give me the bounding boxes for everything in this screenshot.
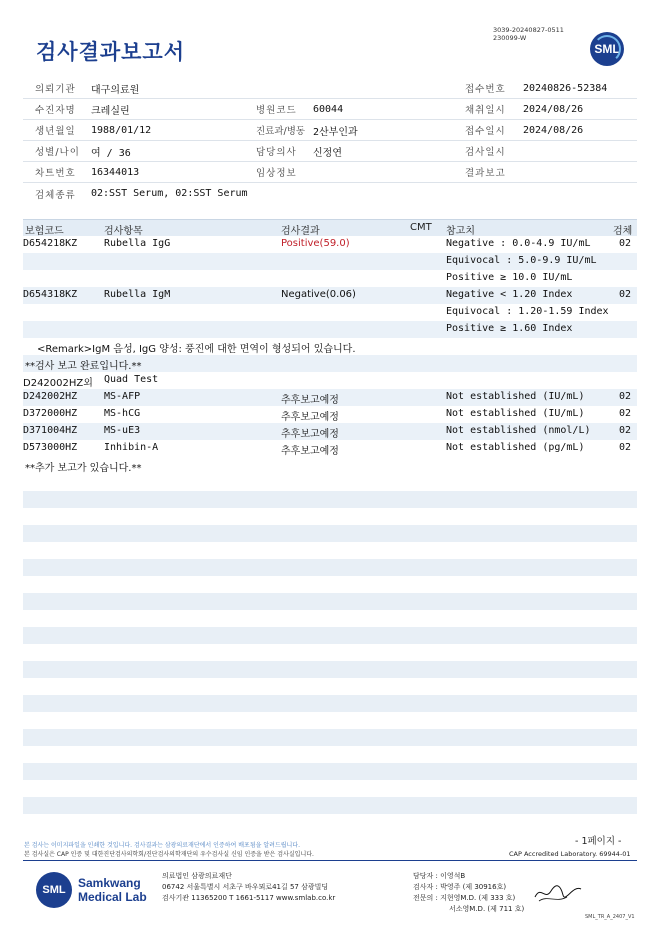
col-cmt: CMT — [410, 222, 432, 233]
result-item: Rubella IgG — [104, 238, 171, 249]
receipt-date-value: 2024/08/26 — [523, 124, 584, 136]
page-number: - 1페이지 - — [575, 836, 622, 847]
report-label: 결과보고 — [465, 168, 506, 179]
empty-row-stripe — [23, 627, 637, 644]
chart-value: 16344013 — [91, 166, 140, 178]
table-row — [23, 287, 637, 304]
document-code: 3039-20240827-0511 230099-W — [493, 26, 564, 42]
patient-info-table — [23, 78, 637, 204]
result-item: MS-uE3 — [104, 425, 141, 436]
patient-label: 수진자명 — [35, 105, 76, 116]
quad-code: D242002HZ외 — [23, 378, 93, 389]
sml-logo: SML — [590, 32, 624, 66]
sex-age-value: 여 / 36 — [91, 147, 131, 159]
table-row — [23, 406, 637, 423]
table-row — [23, 304, 637, 321]
empty-row-stripe — [23, 559, 637, 576]
cap-accreditation: CAP Accredited Laboratory. 69944-01 — [509, 850, 631, 858]
doctor-value: 신정연 — [313, 147, 342, 159]
col-code: 보험코드 — [25, 226, 64, 237]
results-header — [23, 219, 637, 236]
hospital-code-value: 60044 — [313, 103, 344, 115]
result-spec: 02 — [619, 391, 632, 402]
table-row — [23, 389, 637, 406]
table-row — [23, 321, 637, 338]
result-code: D371004HZ — [23, 425, 78, 436]
result-ref: Not established (pg/mL) — [446, 442, 585, 453]
receipt-no-label: 접수번호 — [465, 84, 506, 95]
info-row — [23, 99, 637, 120]
quad-item: Quad Test — [104, 374, 159, 385]
col-item: 검사항목 — [104, 226, 143, 237]
result-value: 추후보고예정 — [281, 412, 339, 423]
signature-image — [533, 881, 583, 905]
collect-date-label: 채취일시 — [465, 105, 506, 116]
collect-date-value: 2024/08/26 — [523, 103, 584, 115]
doctor-label: 담당의사 — [256, 147, 297, 158]
empty-row-stripe — [23, 593, 637, 610]
empty-row-stripe — [23, 797, 637, 814]
lab-address: 의료법인 삼광의료재단 06742 서울특별시 서초구 바우뫼로41길 57 삼광빌딩 검사기관 11365200 T 1661-5117 www.smlab.co.kr — [162, 872, 336, 902]
chart-label: 차트번호 — [35, 168, 76, 179]
remark-text: <Remark>IgM 음성, IgG 양성: 풍진에 대한 면역이 형성되어 있습니다. — [37, 344, 356, 355]
result-ref: Negative < 1.20 Index — [446, 289, 573, 300]
empty-row-stripe — [23, 661, 637, 678]
result-value: Negative(0.06) — [281, 289, 356, 300]
birth-value: 1988/01/12 — [91, 124, 152, 136]
result-item: Rubella IgM — [104, 289, 171, 300]
clinical-label: 임상정보 — [256, 168, 297, 179]
info-row — [23, 141, 637, 162]
table-row — [23, 236, 637, 253]
result-ref: Equivocal : 1.20-1.59 Index — [446, 306, 609, 317]
result-ref: Not established (IU/mL) — [446, 391, 585, 402]
staff-list: 담당자 : 이영석B 검사자 : 박영주 (제 30916호) 전문의 : 지현영M.D. (제 333 호) 서소영M.D. (제 711 호) — [413, 872, 525, 913]
table-row — [23, 270, 637, 287]
quad-row — [23, 372, 637, 389]
results-table — [23, 219, 637, 474]
result-code: D242002HZ — [23, 391, 78, 402]
result-spec: 02 — [619, 425, 632, 436]
dept-label: 진료과/병동 — [256, 126, 306, 137]
info-row — [23, 78, 637, 99]
footer-note-1: 본 검사는 이미지파일을 인쇄한 것입니다. 검사결과는 삼광의료재단에서 인증하여 배포됨을 알려드립니다. — [24, 842, 301, 849]
specimen-label: 검체종류 — [35, 189, 76, 201]
result-spec: 02 — [619, 408, 632, 419]
result-code: D654318KZ — [23, 289, 78, 300]
result-code: D654218KZ — [23, 238, 78, 249]
result-code: D372000HZ — [23, 408, 78, 419]
sml-footer-logo: SML — [36, 872, 72, 908]
result-ref: Equivocal : 5.0-9.9 IU/mL — [446, 255, 597, 266]
page-title: 검사결과보고서 — [36, 40, 186, 64]
result-spec: 02 — [619, 238, 632, 249]
info-row — [23, 162, 637, 183]
result-ref: Not established (nmol/L) — [446, 425, 591, 436]
result-spec: 02 — [619, 289, 632, 300]
empty-row-stripe — [23, 729, 637, 746]
test-date-label: 검사일시 — [465, 147, 506, 158]
table-row — [23, 423, 637, 440]
info-row — [23, 120, 637, 141]
remark-row — [23, 338, 637, 355]
patient-value: 크레실린 — [91, 105, 130, 117]
footer-note-2: 본 검사실은 CAP 인증 및 대한진단검사의학회/진단검사의학재단의 우수검사실 신임 인증을 받은 검사실입니다. — [24, 851, 314, 858]
footer-notes — [24, 841, 314, 859]
result-code: D573000HZ — [23, 442, 78, 453]
specimen-value: 02:SST Serum, 02:SST Serum — [91, 188, 248, 199]
result-spec: 02 — [619, 442, 632, 453]
result-value: Positive(59.0) — [281, 238, 350, 249]
form-id: SML_TR_A_2407_V1 — [585, 914, 635, 920]
empty-row-stripe — [23, 491, 637, 508]
lab-name: Samkwang Medical Lab — [78, 876, 147, 904]
result-ref: Negative : 0.0-4.9 IU/mL — [446, 238, 591, 249]
dept-value: 2산부인과 — [313, 126, 358, 138]
more-note-row — [23, 457, 637, 474]
col-ref: 참고치 — [446, 226, 475, 237]
result-item: MS-AFP — [104, 391, 141, 402]
sex-age-label: 성별/나이 — [35, 147, 80, 158]
client-label: 의뢰기관 — [35, 84, 76, 95]
hospital-code-label: 병원코드 — [256, 105, 297, 116]
empty-row-stripe — [23, 525, 637, 542]
result-ref: Not established (IU/mL) — [446, 408, 585, 419]
result-value: 추후보고예정 — [281, 395, 339, 406]
empty-row-stripe — [23, 763, 637, 780]
empty-row-stripe — [23, 695, 637, 712]
receipt-date-label: 접수일시 — [465, 126, 506, 137]
result-ref: Positive ≥ 1.60 Index — [446, 323, 573, 334]
complete-note: **검사 보고 완료입니다.** — [25, 361, 142, 372]
col-spec: 검체 — [613, 226, 633, 237]
result-item: MS-hCG — [104, 408, 141, 419]
birth-label: 생년월일 — [35, 126, 76, 137]
client-value: 대구의료원 — [91, 84, 140, 96]
table-row — [23, 440, 637, 457]
more-note: **추가 보고가 있습니다.** — [25, 463, 142, 474]
complete-note-row — [23, 355, 637, 372]
col-result: 검사결과 — [281, 226, 320, 237]
receipt-no-value: 20240826-52384 — [523, 82, 608, 94]
result-item: Inhibin-A — [104, 442, 159, 453]
result-value: 추후보고예정 — [281, 446, 339, 457]
info-row — [23, 183, 637, 204]
table-row — [23, 253, 637, 270]
result-value: 추후보고예정 — [281, 429, 339, 440]
footer-divider — [23, 860, 637, 861]
result-ref: Positive ≥ 10.0 IU/mL — [446, 272, 573, 283]
